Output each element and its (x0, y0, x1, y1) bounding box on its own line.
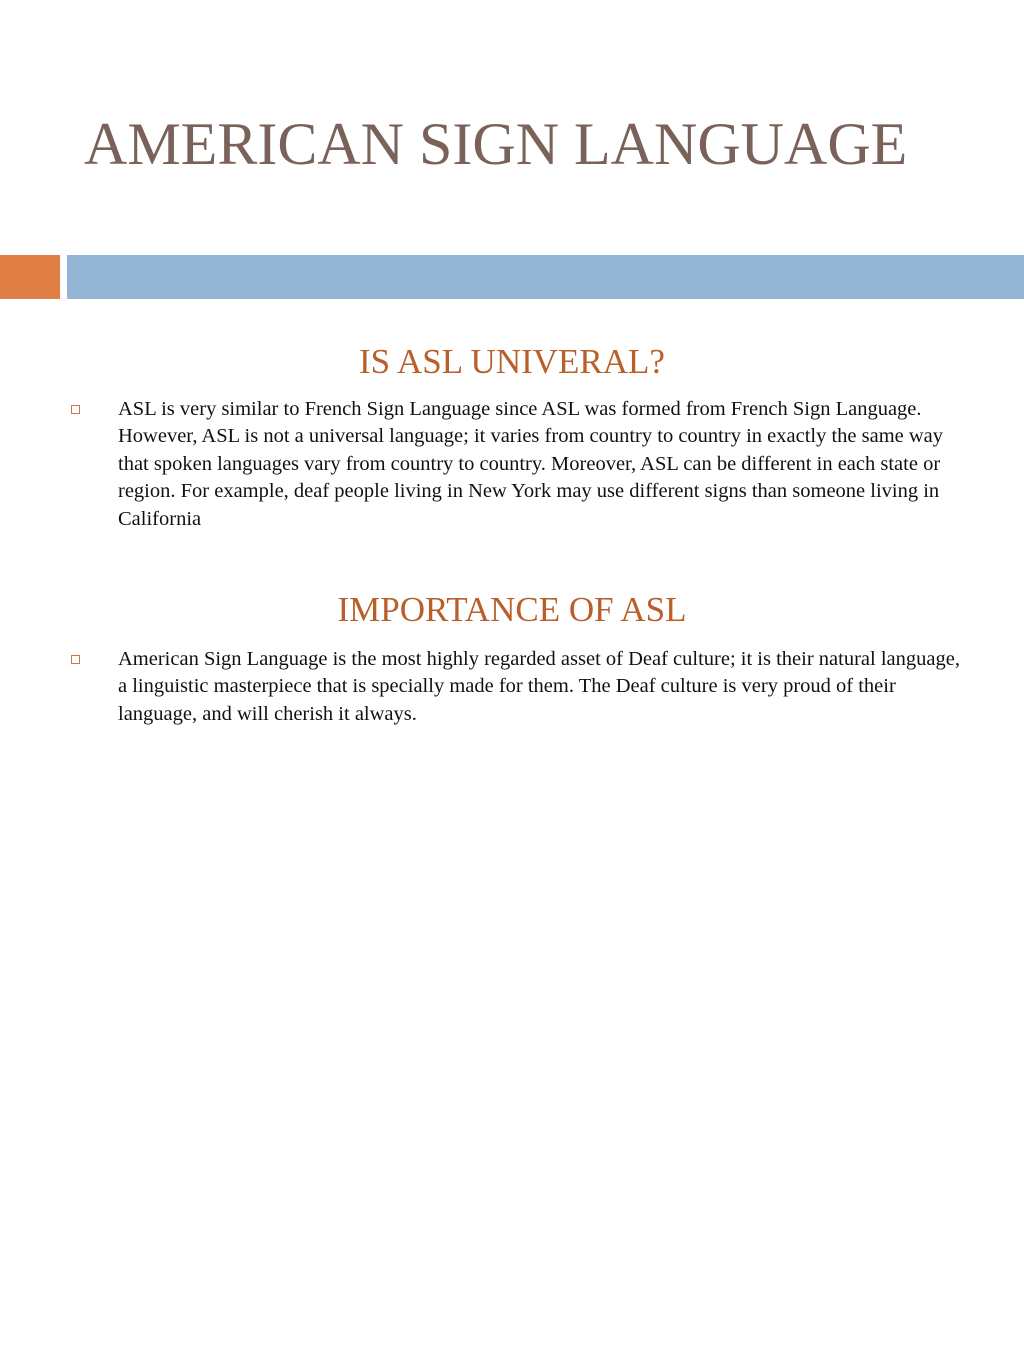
bullet-text: ASL is very similar to French Sign Language since ASL was formed from French Sign Language. However, ASL is not a universal language; it varies from country to country in exactly the same way that spoken languages vary from country to country. Moreover, ASL can be different in each state or region. For example, deaf people living in New York may use different signs than someone living in California (118, 398, 944, 530)
square-bullet-icon (71, 655, 80, 664)
bullet-text: American Sign Language is the most highly regarded asset of Deaf culture; it is their natural language, a linguistic masterpiece that is specially made for them. The Deaf culture is very proud of their language, and will cherish it always. (118, 648, 960, 725)
square-bullet-icon (71, 405, 80, 414)
section-heading-importance: IMPORTANCE OF ASL (337, 590, 687, 629)
slide-title: AMERICAN SIGN LANGUAGE (84, 111, 908, 177)
accent-square (0, 255, 60, 299)
accent-bar (67, 255, 1024, 299)
section-heading-asl-universal: IS ASL UNIVERAL? (359, 342, 665, 381)
